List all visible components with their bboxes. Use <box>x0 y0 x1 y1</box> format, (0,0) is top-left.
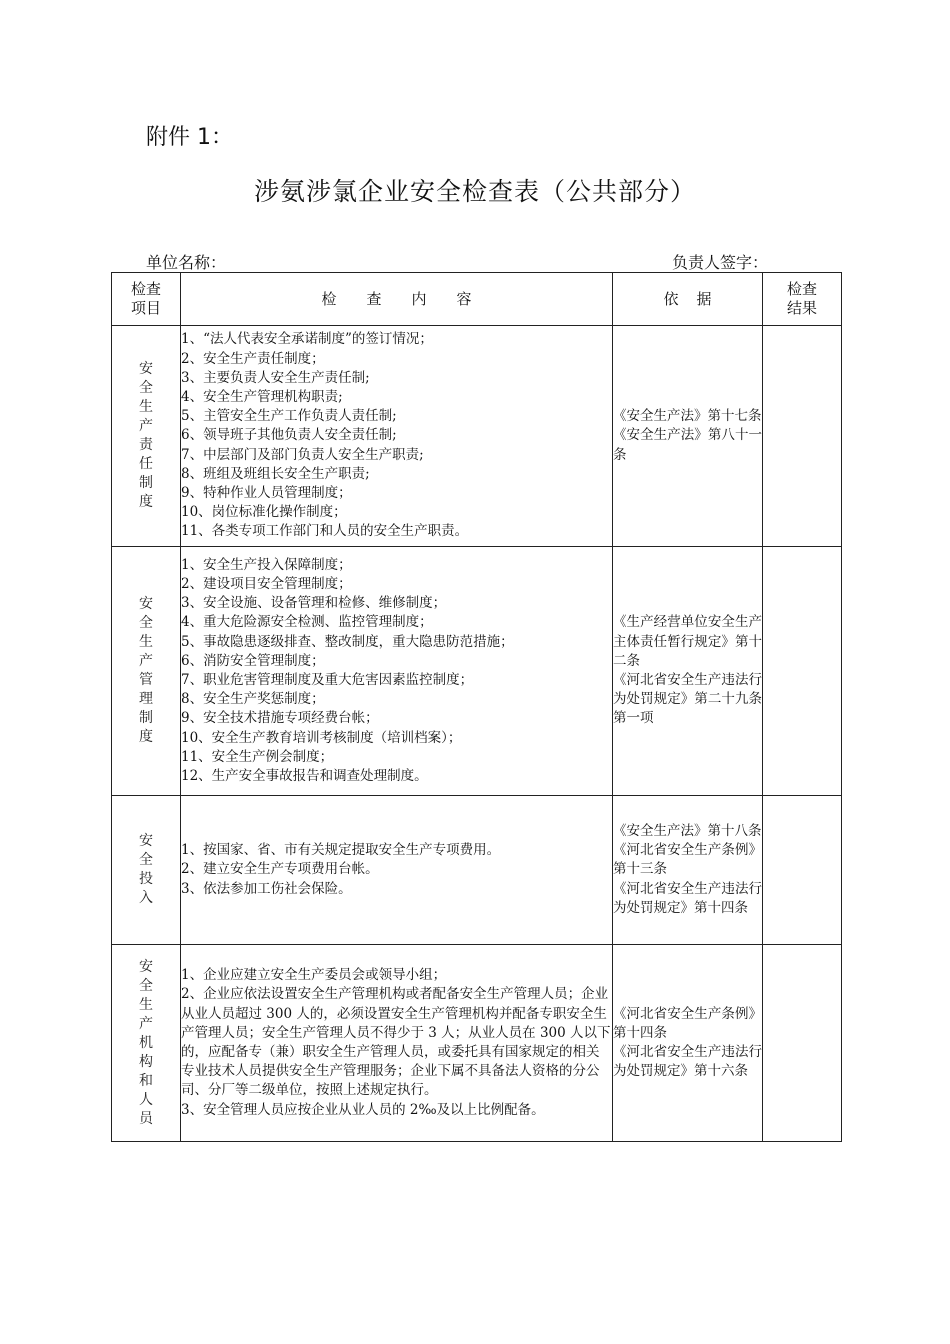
basis-line: 《安全生产法》第十七条 <box>613 408 762 425</box>
content-line: 10、岗位标准化操作制度； <box>181 504 347 521</box>
signature-label: 负责人签字： <box>672 253 769 272</box>
content-line: 12、生产安全事故报告和调查处理制度。 <box>181 768 428 785</box>
basis-line: 《安全生产法》第八十一条 <box>613 427 762 463</box>
header-basis-label: 依据 <box>663 289 730 308</box>
content-line: 1、企业应建立安全生产委员会或领导小组； <box>181 967 447 984</box>
content-line: 10、安全生产教育培训考核制度（培训档案）； <box>181 729 462 746</box>
content-line: 11、安全生产例会制度； <box>181 748 334 765</box>
content-line: 2、建立安全生产专项费用台帐。 <box>181 861 379 878</box>
unit-name-label: 单位名称： <box>146 253 227 272</box>
content-line: 8、班组及班组长安全生产职责; <box>181 465 370 482</box>
content-line: 1、安全生产投入保障制度； <box>181 556 352 573</box>
table-row <box>112 945 842 1142</box>
header-content-label: 检查内容 <box>321 289 502 308</box>
table-row <box>112 796 842 945</box>
basis-line: 《河北省安全生产违法行为处罚规定》第十六条 <box>613 1044 762 1080</box>
content-line: 3、安全管理人员应按企业从业人员的 2‰及以上比例配备。 <box>181 1101 545 1118</box>
header-item-line1: 检查 <box>130 280 161 298</box>
result-cell[interactable] <box>763 326 842 547</box>
content-line: 7、中层部门及部门负责人安全生产职责; <box>181 446 424 463</box>
basis-line: 《生产经营单位安全生产主体责任暂行规定》第十二条 <box>613 614 762 669</box>
content-line: 5、主管安全生产工作负责人责任制; <box>181 408 397 425</box>
basis-line: 《河北省安全生产违法行为处罚规定》第二十九条第一项 <box>613 672 762 727</box>
category-label: 安全生产机构和人员 <box>139 958 153 1127</box>
content-line: 6、消防安全管理制度； <box>181 652 325 669</box>
content-line: 9、安全技术措施专项经费台帐； <box>181 710 379 727</box>
content-cell <box>181 326 613 547</box>
header-result-line2: 结果 <box>786 299 817 317</box>
content-line: 4、安全生产管理机构职责; <box>181 388 343 405</box>
header-result-line1: 检查 <box>786 280 817 298</box>
content-line: 2、建设项目安全管理制度； <box>181 575 352 592</box>
result-cell[interactable] <box>763 547 842 796</box>
content-line: 2、企业应依法设置安全生产管理机构或者配备安全生产管理人员；企业从业人员超过 300 人的，必须设置安全生产管理机构并配备专职安全生产管理人员；安全生产管理人员不得少于 3 人；从业人员在 300 人以下的，应配备专（兼）职安全生产管理人员，或委托具有国家规定的相关专业技术人员提供安全生产管理服务；企业下属不具备法人资格的分公司、分厂等二级单位，按照上述规定执行。 <box>181 986 611 1099</box>
basis-line: 《河北省安全生产条例》第十三条 <box>613 842 762 878</box>
header-item-line2: 项目 <box>130 299 161 317</box>
table-row <box>112 547 842 796</box>
content-cell <box>181 796 613 945</box>
content-line: 2、安全生产责任制度； <box>181 350 325 367</box>
basis-line: 《安全生产法》第十八条 <box>613 822 762 839</box>
category-label: 安全生产责任制度 <box>139 361 153 510</box>
basis-line: 《河北省安全生产条例》第十四条 <box>613 1005 762 1041</box>
category-label: 安全生产管理制度 <box>139 596 153 745</box>
category-cell <box>112 945 181 1142</box>
table-header-row <box>112 273 842 326</box>
header-basis <box>613 273 763 326</box>
content-line: 8、安全生产奖惩制度； <box>181 691 325 708</box>
basis-cell <box>613 796 763 945</box>
category-label: 安全投入 <box>139 833 153 906</box>
content-line: 11、各类专项工作部门和人员的安全生产职责。 <box>181 523 469 540</box>
category-cell <box>112 796 181 945</box>
category-cell <box>112 547 181 796</box>
content-line: 4、重大危险源安全检测、监控管理制度； <box>181 614 433 631</box>
result-cell[interactable] <box>763 945 842 1142</box>
basis-line: 《河北省安全生产违法行为处罚规定》第十四条 <box>613 880 762 916</box>
content-line: 3、依法参加工伤社会保险。 <box>181 880 352 897</box>
header-item <box>112 273 181 326</box>
category-cell <box>112 326 181 547</box>
content-line: 5、事故隐患逐级排查、整改制度，重大隐患防范措施； <box>181 633 514 650</box>
header-content <box>181 273 613 326</box>
header-result <box>763 273 842 326</box>
content-line: 6、领导班子其他负责人安全责任制; <box>181 427 397 444</box>
content-line: 9、特种作业人员管理制度； <box>181 485 352 501</box>
attachment-label: 附件 1： <box>146 125 233 150</box>
content-cell <box>181 945 613 1142</box>
basis-cell <box>613 547 763 796</box>
basis-cell <box>613 945 763 1142</box>
inspection-table <box>111 272 842 1142</box>
content-line: 7、职业危害管理制度及重大危害因素监控制度； <box>181 672 474 688</box>
result-cell[interactable] <box>763 796 842 945</box>
content-line: 1、按国家、省、市有关规定提取安全生产专项费用。 <box>181 842 501 859</box>
table-row <box>112 326 842 547</box>
content-cell <box>181 547 613 796</box>
basis-cell <box>613 326 763 547</box>
content-line: 1、“法人代表安全承诺制度”的签订情况； <box>181 331 433 348</box>
content-line: 3、主要负责人安全生产责任制; <box>181 369 370 386</box>
content-line: 3、安全设施、设备管理和检修、维修制度； <box>181 595 447 612</box>
document-title: 涉氨涉氯企业安全检查表（公共部分） <box>253 177 696 206</box>
